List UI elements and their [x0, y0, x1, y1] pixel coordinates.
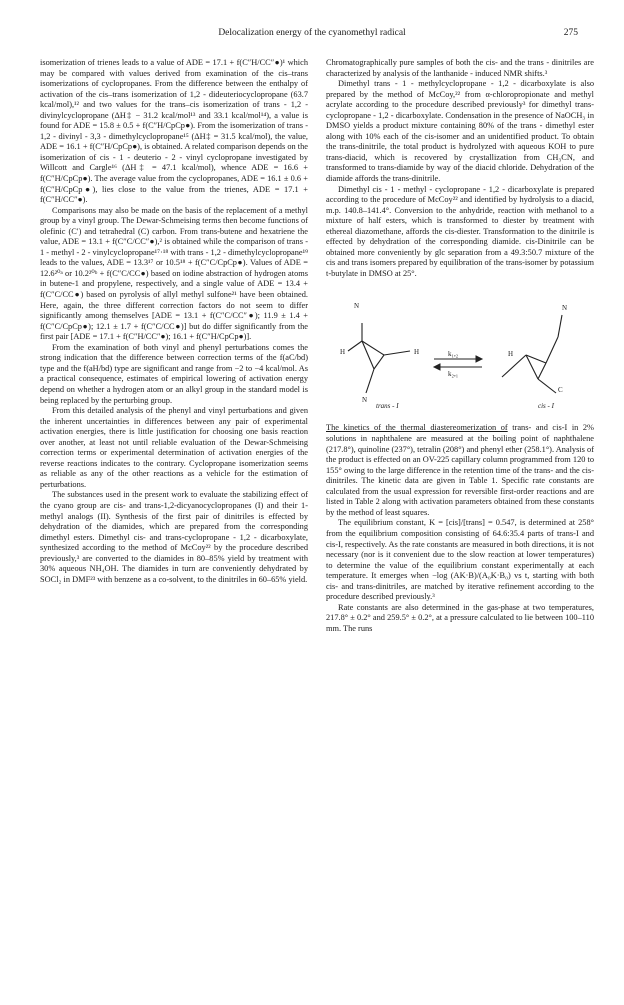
- atom-c-label: C: [558, 386, 563, 395]
- structure-figure: [326, 293, 594, 411]
- page-number: 275: [563, 28, 578, 38]
- atom-h-label: H: [414, 348, 420, 357]
- paragraph: From the examination of both vinyl and phenyl perturbations comes the strong indication that the difference between correction terms of the f(aC/bd) type and the f(aH/bd) type are significant and range from −2 to −4 kcal/mol. As a practical consequence, estimates of empirical lowering of activation energy depend on whether a hydrogen atom or an alkyl group in the standard model is being replaced by the perturbing group.: [40, 342, 308, 405]
- paragraph: Chromatographically pure samples of both the cis- and the trans - dinitriles are characterized by analysis of the lanthanide - induced NMR shifts.³: [326, 58, 594, 78]
- right-column: [326, 58, 594, 634]
- atom-n-label: N: [362, 396, 368, 405]
- atom-h-label: H: [340, 348, 346, 357]
- paragraph: Dimethyl cis - 1 - methyl - cyclopropane - 1,2 - dicarboxylate is prepared according to the procedure of McCoy²² and identified by hydrolysis to a diacid, m.p. 140.8–141.4°. Conversion to the anhydride, reaction with methanol to a mixture of half esters, which is transformed to diester by treatment with ethereal diazomethane, affords the cis-diester. Transformation to the dinitrile is effected by dehydration of the corresponding diamide. cis-Dinitrile can be obtained more conveniently by glc separation from a 49.3:50.7 mixture of the cis and trans isomers prepared by equilibration of the trans-isomer by potassium t-butylate in DMSO at 25°.: [326, 184, 594, 278]
- trans-label: trans - I: [376, 402, 399, 411]
- paragraph: The substances used in the present work to evaluate the stabilizing effect of the cyano group are cis- and trans-1,2-dicyanocyclopropanes (I) and their 1-methyl analogs (II). Synthesis of the first pair of dinitriles is effected by dehydration of the diamides, which are prepared from the corresponding dimethyl esters. Dimethyl cis- and trans-cyclopropane - 1,2 - dicarboxylate, synthesized according to the method of McCoy²² by the procedure described previously,³ are converted to the diamides in 80–85% yield by treatment with 30% aqueous NH₄OH. The diamides in turn are conveniently dehydrated by SOCl₂ in DMF²³ with benzene as a co-solvent, to the dinitriles in 60–65% yield.: [40, 490, 308, 584]
- paragraph: Dimethyl trans - 1 - methylcyclopropane - 1,2 - dicarboxylate is also prepared by the method of McCoy,²² from α-chloropropionate and methyl acrylate according to the procedure described previously³ for dimethyl trans-cyclopropane - 1,2 - dicarboxylate. Condensation in the presence of NaOCH₃ in DMSO yields a product mixture containing 80% of the trans - dimethyl ester along with 10% each of the cis-isomer and an unidentified product. To obtain the trans-dinitrile, the total product is hydrolyzed with aqueous KOH to pure trans-diacid, which is recovered by crystallization from CH₃CN, and transformed to trans-diamide by way of the diacid chloride. Dehydration of the diamide affords the trans-dinitrile.: [326, 79, 594, 184]
- atom-n-label: N: [562, 304, 568, 313]
- paragraph: From this detailed analysis of the phenyl and vinyl perturbations and given the inherent uncertainties in differences between any pair of experimental activation energies, there is little justification for choosing one basis reaction over another, at least not until reliable evaluation of the Dewar-Schmeising correction terms or experimental determination of activation energies of the reverse reactions indicates to the contrary. Cyclopropane isomerization seems as reliable as any of the other reactions as a vehicle for the estimation of perturbations.: [40, 406, 308, 489]
- running-header: [40, 28, 584, 42]
- paragraph: Comparisons may also be made on the basis of the replacement of a methyl group by a vinyl group. The Dewar-Schmeising terms then become functions of olefinic (C′) and tetrahedral (C) carbon. From trans-butene and hexatriene the value, ADE = 13.1 + f(C″C/CC″●),² is obtained while the comparison of trans - 1 - methyl - 2 - vinylcyclopropane¹⁷·¹⁸ with trans - 1,2 - dimethylcyclopropane¹⁹ leads to the values, ADE = 13.3¹⁷ or 10.5¹⁸ + f(C″C/CpCp●). Values of ADE = 12.6²⁰ᵃ or 10.2²⁰ᵇ + f(C″C/CC●) based on iodine abstraction of hydrogen atoms in butene-1 and propylene, respectively, and a single value of ADE = 13.4 + f(C″C/CC●) based on pyrolysis of allyl methyl sulfone²¹ have been obtained. Here, again, the three different correction factors do not seem to differ significantly among themselves [ADE = 13.1 + f(C″C/CC″●); 11.9 ± 1.4 + f(C″C/CpCp●); 12.1 ± 1.7 + f(C″C/CC●)] but do differ significantly from the first pair [ADE = 17.1 + f(C″H/CC″●); 16.1 + f(C″H/CpCp●)].: [40, 205, 308, 342]
- atom-h-label: H: [508, 350, 514, 359]
- running-title: Delocalization energy of the cyanomethyl radical: [218, 28, 406, 38]
- paragraph: isomerization of trienes leads to a value of ADE = 17.1 + f(C″H/CC″●)¹ which may be compared with values derived from examination of the cis–trans isomerizations of cyclopropanes. From the difference between the enthalpy of activation of the cis–trans isomerization of 1,2 - dideuteriocyclopropane (63.7 kcal/mol),¹² and two values for the trans–cis isomerization of trans - 1,2 - divinylcyclopropane (ΔH‡ − 31.2 kcal/mol¹³ and 33.1 kcal/mol¹⁴), a value is found for ADE = 15.8 ± 0.5 + f(C″H/CpCp●). From the isomerization of trans - 1,2 - divinyl - 3,3 - dimethylcyclopropane¹⁵ (ΔH‡ = 31.5 kcal/mol), the value, ADE = 16.1 + f(C″H/CpCp●), is obtained. A related comparison depends on the isomerization of cis - 1 - deuterio - 2 - vinyl cyclopropane investigated by Willcott and Cargle¹⁶ (ΔH‡ = 47.1 kcal/mol), whence ADE = 16.6 + f(C″H/CpCp●). The average value from the cyclopropanes, ADE = 16.1 ± 0.6 + f(C″H/CpCp●), lies close to the value from the trienes, ADE = 17.1 + f(C″H/CC″●).: [40, 58, 308, 205]
- left-column: [40, 58, 308, 585]
- paragraph: The equilibrium constant, K = [cis]/[trans] = 0.547, is determined at 258° from the equilibrium composition consisting of 64.6:35.4 parts of trans-I and cis-I, respectively. As the rate constants are measured in both directions, it is not necessary (nor is it convenient due to the slow reaction at lower temperatures) to determine the value of the equilibrium constant experimentally at each temperature. It emerges when −log (AK·B)/(A₀K·B₀) vs t, starting with both cis- and trans-dinitriles, are matched by iterative refinement according to the procedure described previously.³: [326, 518, 594, 602]
- reverse-rate-label: k₂,₁: [448, 370, 459, 379]
- atom-n-label: N: [354, 302, 360, 311]
- trans-structure: [348, 323, 410, 393]
- paragraph: Rate constants are also determined in the gas-phase at two temperatures, 217.8° ± 0.2° and 259.5° ± 0.2°, at a pressure calculated to lie between 100–110 mm. The runs: [326, 602, 594, 633]
- cis-label: cis - I: [538, 402, 554, 411]
- underlined-heading: The kinetics of the thermal diastereomerization of: [326, 423, 508, 433]
- cyclopropane-structures: [326, 293, 594, 411]
- paragraph: [326, 423, 594, 518]
- paragraph-body: trans- and cis-I in 2% solutions in naphthalene are measured at the boiling point of naphthalene (217.8°), quinoline (237°), tetralin (208°) and phenyl ether (258.1°). Analysis of the product is effected on an OV-225 capillary column programmed from 120 to 155° owing to the large difference in the retention time of the trans- and the cis-dinitriles. The kinetic data are given in Table 1. Specific rate constants are calculated from the usual expression for reversible first-order reactions and are listed in Table 2 along with activation parameters obtained from these constants by the method of least squares.: [326, 423, 594, 517]
- forward-rate-label: k₁,₂: [448, 350, 459, 359]
